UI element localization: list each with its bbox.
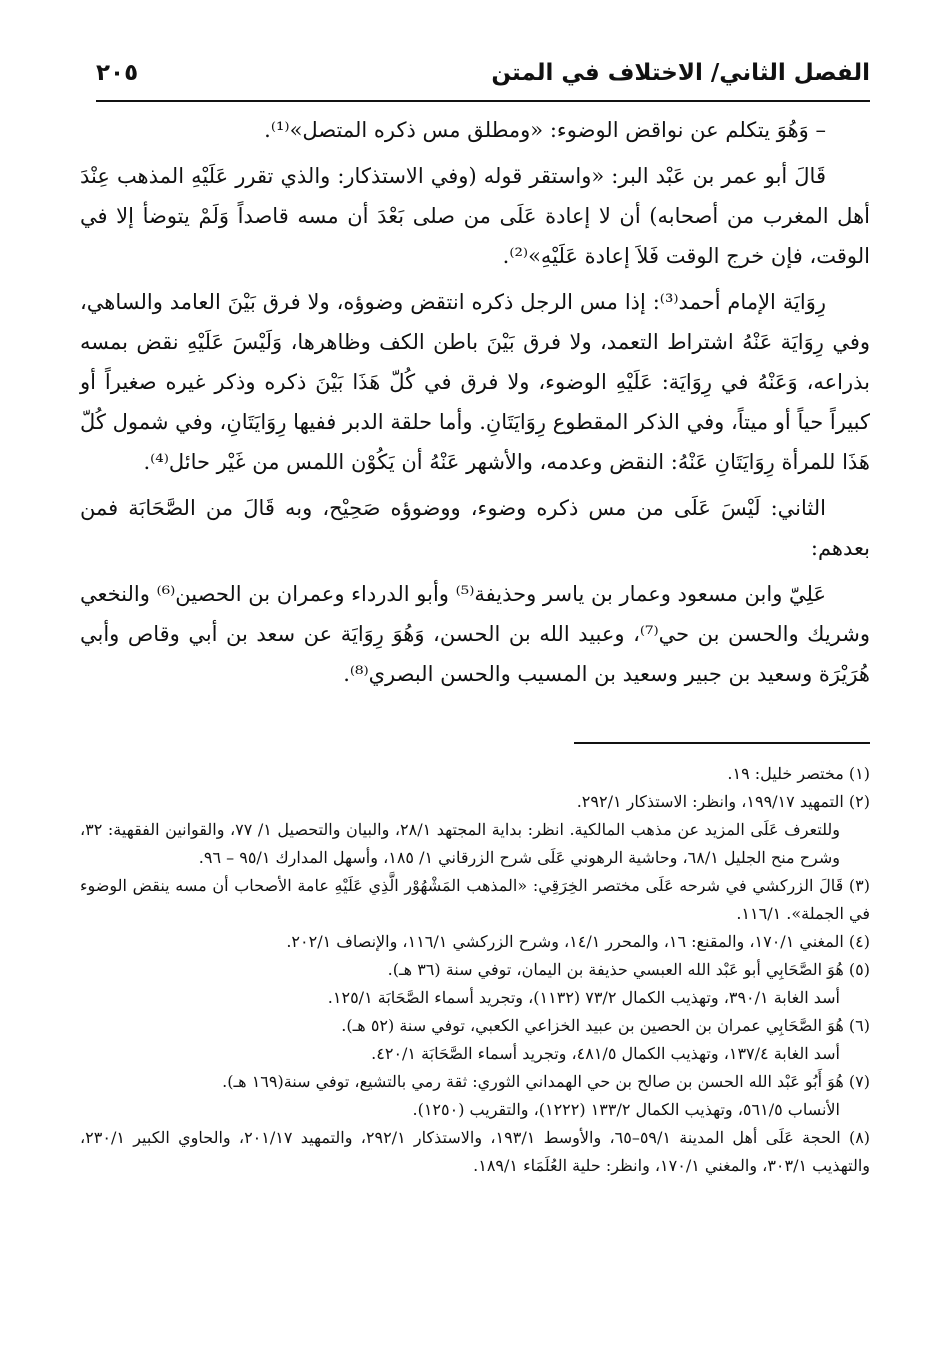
footnote-continuation: أسد الغابة ٣٩٠/١، وتهذيب الكمال ٧٣/٢ (١١٣٢)، وتجريد أسماء الصَّحَابَة ١٢٥/١. (327, 988, 840, 1007)
footnote: (١) مختصر خليل: ١٩. (727, 764, 870, 783)
footnote-continuation: أسد الغابة ١٣٧/٤، وتهذيب الكمال ٤٨١/٥، وتجريد أسماء الصَّحَابَة ٤٢٠/١. (371, 1044, 840, 1063)
footnote-separator (574, 742, 870, 744)
body-paragraph: رِوَايَة الإمام أحمد⁽³⁾: إذا مس الرجل ذكره انتقض وضوؤه، ولا فرق بَيْنَ العامد والساهي، وفي رِوَايَة عَنْهُ اشتراط التعمد، ولا فرق بَيْنَ باطن الكف وظاهرها، وَلَيْسَ عَلَيْهِ نقض بمسه بذراعه، وَعَنْهُ في رِوَايَة: عَلَيْهِ الوضوء، ولا فرق في كُلّ هَذَا بَيْنَ ذكره وذكر غيره صغيراً أو كبيراً حياً أو ميتاً، وفي الذكر المقطوع رِوَايَتَانِ. وأما حلقة الدبر ففيها رِوَايَتَانِ، وفي شمول كُلّ هَذَا للمرأة رِوَايَتَانِ عَنْهُ: النقض وعدمه، والأشهر عَنْهُ أن يَكُوْن اللمس من غَيْر حائل⁽⁴⁾. (80, 290, 870, 474)
chapter-title: الفصل الثاني/ الاختلاف في المتن (491, 60, 870, 86)
body-paragraph: الثاني: لَيْسَ عَلَى من مس ذكره وضوء، ووضوؤه صَحِيْح، وبه قَالَ من الصَّحَابَة فمن بعدهم: (80, 496, 870, 560)
footnote-continuation: الأنساب ٥٦١/٥، وتهذيب الكمال ١٣٣/٢ (١٢٢٢)، والتقريب (١٢٥٠). (412, 1100, 840, 1119)
footnote: (٣) قَالَ الزركشي في شرحه عَلَى مختصر الخِرَقِي: «المذهب المَشْهُوْر الَّذِي عَلَيْهِ عامة الأصحاب أن مسه ينقض الوضوء في الجملة». ١١٦/١. (80, 876, 870, 923)
page-number: ٢٠٥ (96, 60, 139, 86)
page-header (96, 56, 870, 102)
footnotes (80, 760, 870, 1180)
body-paragraph: قَالَ أبو عمر بن عَبْد البر: «واستقر قوله (وفي الاستذكار: والذي تقرر عَلَيْهِ المذهب عِنْدَ أهل المغرب من أصحابه) أن لا إعادة عَلَى من صلى بَعْدَ أن مسه قاصداً وَلَمْ يتوضأ إلا في الوقت، فإن خرج الوقت فَلاَ إعادة عَلَيْهِ»⁽²⁾. (80, 164, 870, 268)
footnote: (٢) التمهيد ١٩٩/١٧، وانظر: الاستذكار ٢٩٢/١. (576, 792, 870, 811)
footnote: (٧) هُوَ أَبُو عَبْد الله الحسن بن صالح بن حي الهمداني الثوري: ثقة رمي بالتشيع، توفي سنة(١٦٩ هـ). (222, 1072, 870, 1091)
body-paragraph: عَلِيّ وابن مسعود وعمار بن ياسر وحذيفة⁽⁵⁾ وأبو الدرداء وعمران بن الحصين⁽⁶⁾ والنخعي وشريك والحسن بن حي⁽⁷⁾، وعبيد الله بن الحسن، وَهُوَ رِوَايَة عن سعد بن أبي وقاص وأبي هُرَيْرَة وسعيد بن جبير وسعيد بن المسيب والحسن البصري⁽⁸⁾. (79, 582, 870, 686)
main-text (80, 110, 870, 700)
footnote: (٤) المغني ١٧٠/١، والمقنع: ١٦، والمحرر ١٤/١، وشرح الزركشي ١١٦/١، والإنصاف ٢٠٢/١. (286, 932, 870, 951)
footnote: (٥) هُوَ الصَّحَابِي أبو عَبْد الله العبسي حذيفة بن اليمان، توفي سنة (٣٦ هـ). (387, 960, 870, 979)
footnote: (٦) هُوَ الصَّحَابِي عمران بن الحصين بن عبيد الخزاعي الكعبي، توفي سنة (٥٢ هـ). (341, 1016, 870, 1035)
footnote-continuation: وللتعرف عَلَى المزيد عن مذهب المالكية. انظر: بداية المجتهد ٢٨/١، والبيان والتحصيل ١/ ٧٧، والقوانين الفقهية: ٣٢، وشرح منح الجليل ٦٨/١، وحاشية الرهوني عَلَى شرح الزرقاني ١/ ١٨٥، وأسهل المدارك ٩٥/١ – ٩٦. (80, 820, 840, 867)
body-paragraph: – وَهُوَ يتكلم عن نواقض الوضوء: «ومطلق مس ذكره المتصل»⁽¹⁾. (264, 118, 826, 142)
footnote: (٨) الحجة عَلَى أهل المدينة ٥٩/١–٦٥، والأوسط ١٩٣/١، والاستذكار ٢٩٢/١، والتمهيد ٢٠١/١٧، والحاوي الكبير ٢٣٠/١، والتهذيب ٣٠٣/١، والمغني ١٧٠/١، وانظر: حلية العُلَمَاء ١٨٩/١. (80, 1128, 871, 1175)
